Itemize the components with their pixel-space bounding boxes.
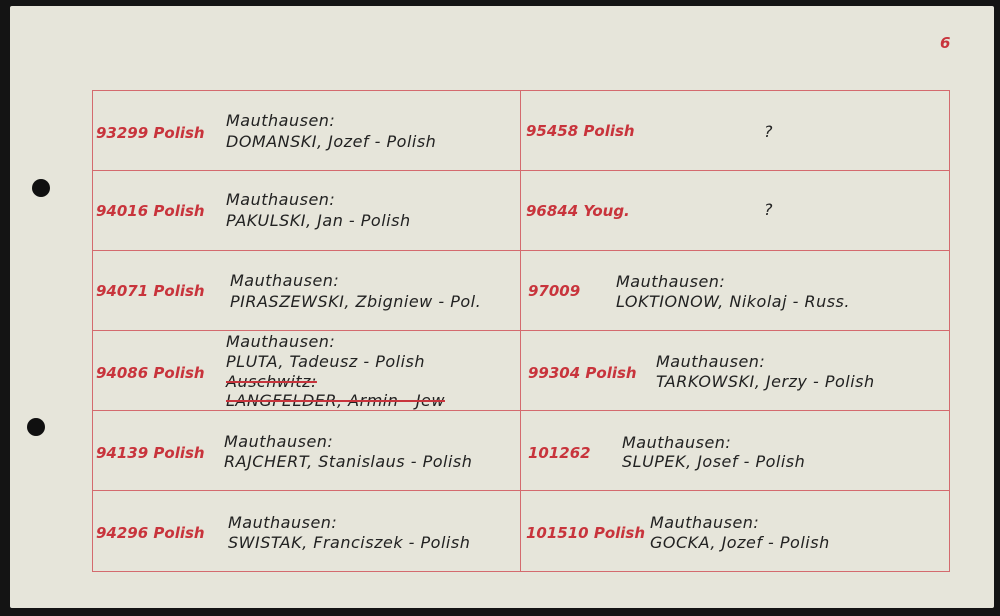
prisoner-name: PAKULSKI, Jan - Polish (226, 211, 411, 230)
row-divider (92, 330, 950, 331)
camp-label: Mauthausen: (650, 513, 760, 532)
punch-hole (27, 418, 45, 436)
prisoner-name: DOMANSKI, Jozef - Polish (226, 132, 437, 151)
column-divider (520, 90, 521, 572)
camp-label: Mauthausen: (226, 111, 336, 130)
camp-label: Mauthausen: (230, 271, 340, 290)
prisoner-number: 94139 Polish (96, 444, 205, 462)
prisoner-number: 99304 Polish (528, 364, 637, 382)
row-divider (92, 170, 950, 171)
prisoner-number: 95458 Polish (526, 122, 635, 140)
prisoner-number: 94071 Polish (96, 282, 205, 300)
unknown-marker: ? (764, 122, 773, 141)
prisoner-name: TARKOWSKI, Jerzy - Polish (656, 372, 875, 391)
prisoner-number: 94296 Polish (96, 524, 205, 542)
row-divider (92, 250, 950, 251)
prisoner-name: SLUPEK, Josef - Polish (622, 452, 806, 471)
prisoner-name: SWISTAK, Franciszek - Polish (228, 533, 471, 552)
prisoner-number: 96844 Youg. (526, 202, 630, 220)
camp-label: Mauthausen: (622, 433, 732, 452)
camp-label: Mauthausen: (226, 190, 336, 209)
camp-label: Mauthausen: (616, 272, 726, 291)
camp-label: Mauthausen: (226, 332, 336, 351)
camp-label: Mauthausen: (228, 513, 338, 532)
prisoner-number: 93299 Polish (96, 124, 205, 142)
camp-label: Mauthausen: (656, 352, 766, 371)
prisoner-number: 94016 Polish (96, 202, 205, 220)
struck-prisoner-name: LANGFELDER, Armin - Jew (226, 391, 445, 410)
page-number: 6 (940, 34, 951, 52)
prisoner-name: GOCKA, Jozef - Polish (650, 533, 830, 552)
prisoner-number: 97009 (528, 282, 581, 300)
prisoner-name: LOKTIONOW, Nikolaj - Russ. (616, 292, 850, 311)
unknown-marker: ? (764, 200, 773, 219)
prisoner-number: 101262 (528, 444, 591, 462)
struck-camp-label: Auschwitz: (226, 372, 317, 391)
camp-label: Mauthausen: (224, 432, 334, 451)
entry-table (92, 90, 950, 572)
row-divider (92, 490, 950, 491)
row-divider (92, 410, 950, 411)
prisoner-name: PLUTA, Tadeusz - Polish (226, 352, 426, 371)
prisoner-name: RAJCHERT, Stanislaus - Polish (224, 452, 473, 471)
punch-hole (32, 179, 50, 197)
prisoner-name: PIRASZEWSKI, Zbigniew - Pol. (230, 292, 482, 311)
prisoner-number: 101510 Polish (526, 524, 646, 542)
prisoner-number: 94086 Polish (96, 364, 205, 382)
